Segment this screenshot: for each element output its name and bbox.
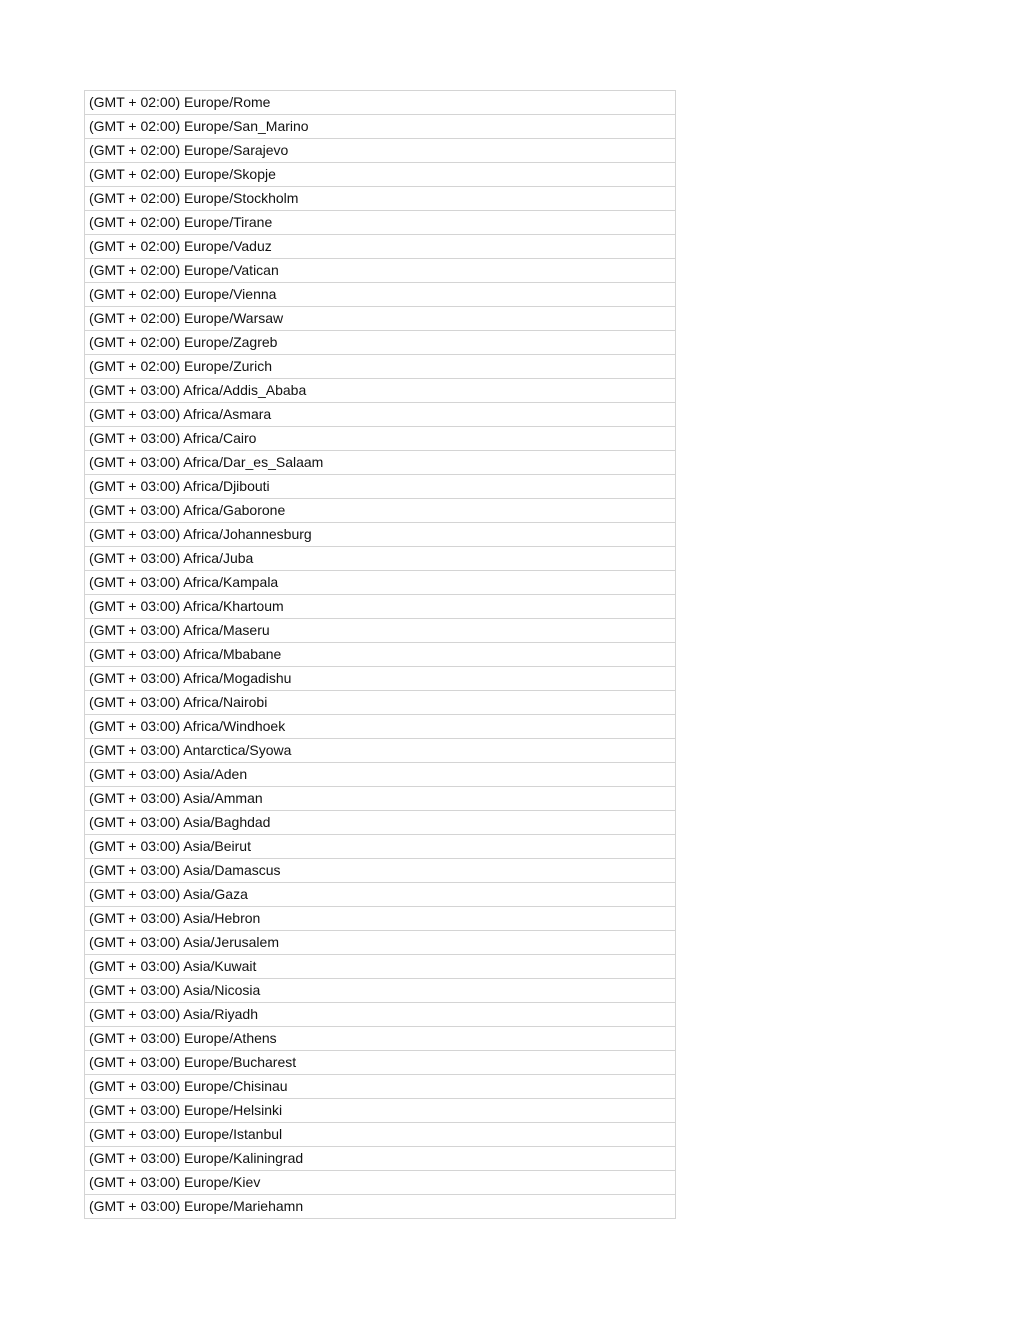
table-row bbox=[85, 811, 676, 835]
timezone-cell: (GMT + 03:00) Europe/Kiev bbox=[85, 1171, 676, 1195]
timezone-cell: (GMT + 03:00) Europe/Istanbul bbox=[85, 1123, 676, 1147]
table-row bbox=[85, 499, 676, 523]
table-row bbox=[85, 667, 676, 691]
timezone-cell: (GMT + 03:00) Africa/Addis_Ababa bbox=[85, 379, 676, 403]
table-row bbox=[85, 691, 676, 715]
timezone-cell: (GMT + 03:00) Africa/Dar_es_Salaam bbox=[85, 451, 676, 475]
table-row bbox=[85, 1099, 676, 1123]
table-row bbox=[85, 307, 676, 331]
timezone-cell: (GMT + 02:00) Europe/San_Marino bbox=[85, 115, 676, 139]
table-row bbox=[85, 1171, 676, 1195]
table-row bbox=[85, 355, 676, 379]
timezone-cell: (GMT + 03:00) Europe/Chisinau bbox=[85, 1075, 676, 1099]
timezone-cell: (GMT + 02:00) Europe/Zagreb bbox=[85, 331, 676, 355]
timezone-cell: (GMT + 03:00) Africa/Maseru bbox=[85, 619, 676, 643]
table-row bbox=[85, 571, 676, 595]
timezone-cell: (GMT + 03:00) Africa/Djibouti bbox=[85, 475, 676, 499]
table-row bbox=[85, 283, 676, 307]
timezone-cell: (GMT + 03:00) Asia/Hebron bbox=[85, 907, 676, 931]
timezone-cell: (GMT + 02:00) Europe/Warsaw bbox=[85, 307, 676, 331]
timezone-cell: (GMT + 03:00) Asia/Aden bbox=[85, 763, 676, 787]
timezone-cell: (GMT + 03:00) Asia/Beirut bbox=[85, 835, 676, 859]
table-row bbox=[85, 259, 676, 283]
timezone-cell: (GMT + 02:00) Europe/Tirane bbox=[85, 211, 676, 235]
table-row bbox=[85, 331, 676, 355]
table-row bbox=[85, 139, 676, 163]
table-row bbox=[85, 523, 676, 547]
timezone-cell: (GMT + 02:00) Europe/Rome bbox=[85, 91, 676, 115]
table-row bbox=[85, 643, 676, 667]
table-row bbox=[85, 163, 676, 187]
table-row bbox=[85, 403, 676, 427]
timezone-cell: (GMT + 02:00) Europe/Vaduz bbox=[85, 235, 676, 259]
table-row bbox=[85, 979, 676, 1003]
timezone-cell: (GMT + 02:00) Europe/Zurich bbox=[85, 355, 676, 379]
table-row bbox=[85, 1195, 676, 1219]
table-row bbox=[85, 595, 676, 619]
table-row bbox=[85, 955, 676, 979]
table-row bbox=[85, 907, 676, 931]
timezone-cell: (GMT + 03:00) Europe/Athens bbox=[85, 1027, 676, 1051]
table-row bbox=[85, 883, 676, 907]
table-row bbox=[85, 931, 676, 955]
timezone-cell: (GMT + 03:00) Asia/Jerusalem bbox=[85, 931, 676, 955]
table-row bbox=[85, 91, 676, 115]
table-row bbox=[85, 739, 676, 763]
table-row bbox=[85, 1123, 676, 1147]
timezone-cell: (GMT + 03:00) Asia/Amman bbox=[85, 787, 676, 811]
timezone-cell: (GMT + 03:00) Africa/Khartoum bbox=[85, 595, 676, 619]
table-row bbox=[85, 547, 676, 571]
table-row bbox=[85, 715, 676, 739]
timezone-cell: (GMT + 03:00) Asia/Damascus bbox=[85, 859, 676, 883]
timezone-cell: (GMT + 03:00) Europe/Kaliningrad bbox=[85, 1147, 676, 1171]
timezone-cell: (GMT + 03:00) Africa/Kampala bbox=[85, 571, 676, 595]
timezone-cell: (GMT + 03:00) Asia/Baghdad bbox=[85, 811, 676, 835]
timezone-cell: (GMT + 02:00) Europe/Vatican bbox=[85, 259, 676, 283]
table-row bbox=[85, 115, 676, 139]
timezone-cell: (GMT + 02:00) Europe/Sarajevo bbox=[85, 139, 676, 163]
table-row bbox=[85, 451, 676, 475]
timezone-cell: (GMT + 03:00) Africa/Windhoek bbox=[85, 715, 676, 739]
table-row bbox=[85, 763, 676, 787]
timezone-cell: (GMT + 03:00) Asia/Riyadh bbox=[85, 1003, 676, 1027]
timezone-cell: (GMT + 03:00) Asia/Nicosia bbox=[85, 979, 676, 1003]
timezone-cell: (GMT + 03:00) Asia/Kuwait bbox=[85, 955, 676, 979]
table-row bbox=[85, 211, 676, 235]
timezone-cell: (GMT + 03:00) Europe/Mariehamn bbox=[85, 1195, 676, 1219]
table-row bbox=[85, 1051, 676, 1075]
table-row bbox=[85, 859, 676, 883]
table-row bbox=[85, 1147, 676, 1171]
timezone-cell: (GMT + 03:00) Antarctica/Syowa bbox=[85, 739, 676, 763]
timezone-table bbox=[84, 90, 676, 1219]
table-row bbox=[85, 235, 676, 259]
timezone-cell: (GMT + 03:00) Asia/Gaza bbox=[85, 883, 676, 907]
timezone-cell: (GMT + 03:00) Africa/Nairobi bbox=[85, 691, 676, 715]
timezone-cell: (GMT + 03:00) Africa/Juba bbox=[85, 547, 676, 571]
table-row bbox=[85, 1003, 676, 1027]
timezone-cell: (GMT + 03:00) Africa/Asmara bbox=[85, 403, 676, 427]
table-row bbox=[85, 787, 676, 811]
timezone-cell: (GMT + 03:00) Europe/Helsinki bbox=[85, 1099, 676, 1123]
timezone-cell: (GMT + 03:00) Africa/Cairo bbox=[85, 427, 676, 451]
table-row bbox=[85, 379, 676, 403]
table-row bbox=[85, 427, 676, 451]
timezone-cell: (GMT + 02:00) Europe/Stockholm bbox=[85, 187, 676, 211]
timezone-cell: (GMT + 03:00) Africa/Mbabane bbox=[85, 643, 676, 667]
timezone-cell: (GMT + 02:00) Europe/Skopje bbox=[85, 163, 676, 187]
table-row bbox=[85, 475, 676, 499]
timezone-table-body bbox=[85, 91, 676, 1219]
table-row bbox=[85, 835, 676, 859]
timezone-cell: (GMT + 03:00) Europe/Bucharest bbox=[85, 1051, 676, 1075]
timezone-cell: (GMT + 02:00) Europe/Vienna bbox=[85, 283, 676, 307]
timezone-cell: (GMT + 03:00) Africa/Johannesburg bbox=[85, 523, 676, 547]
timezone-cell: (GMT + 03:00) Africa/Mogadishu bbox=[85, 667, 676, 691]
table-row bbox=[85, 1027, 676, 1051]
table-row bbox=[85, 619, 676, 643]
timezone-cell: (GMT + 03:00) Africa/Gaborone bbox=[85, 499, 676, 523]
table-row bbox=[85, 187, 676, 211]
table-row bbox=[85, 1075, 676, 1099]
